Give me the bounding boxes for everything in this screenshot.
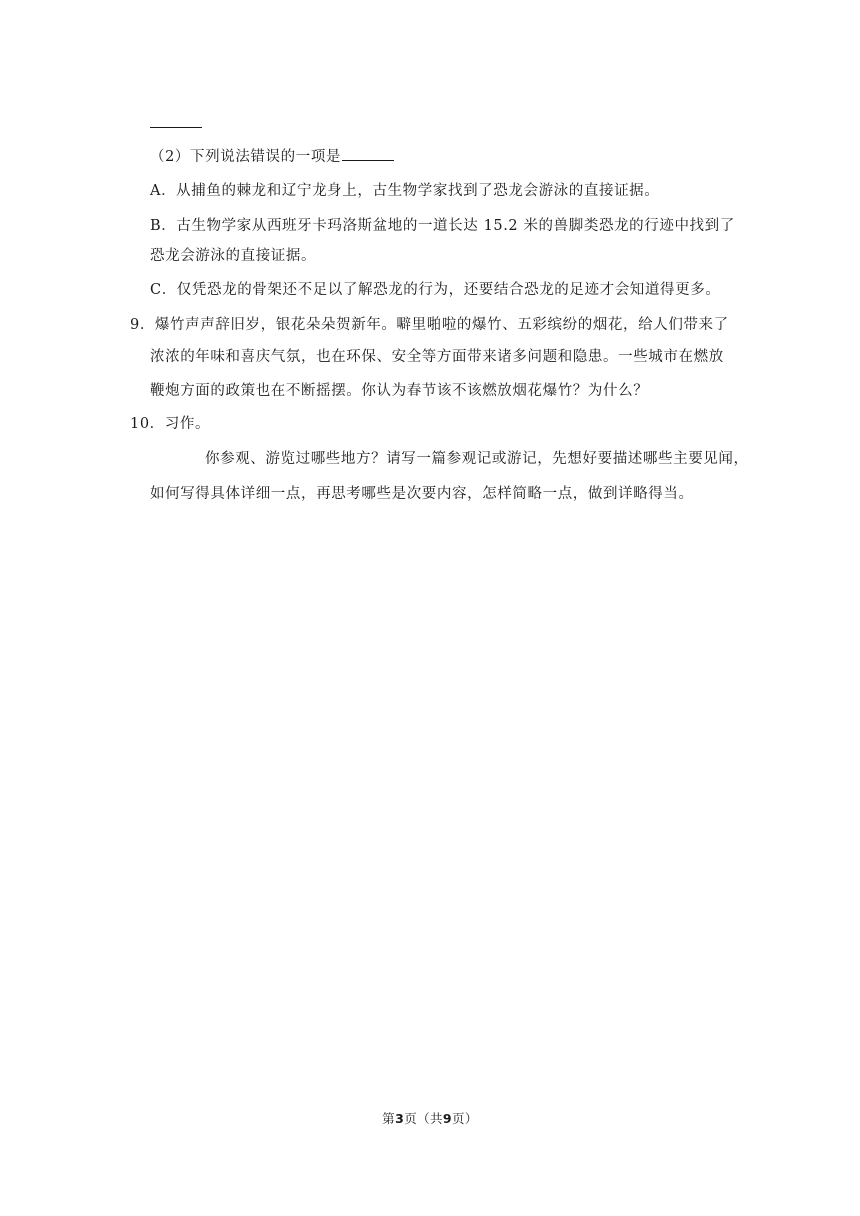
- answer-blank[interactable]: [342, 146, 394, 161]
- question-9-line-2: 浓浓的年味和喜庆气氛，也在环保、安全等方面带来诸多问题和隐患。一些城市在燃放: [150, 349, 724, 365]
- question-10-line-1: 你参观、游览过哪些地方？请写一篇参观记或游记，先想好要描述哪些主要见闻，: [205, 451, 749, 467]
- page-footer: 第3页（共9页）: [382, 1111, 478, 1126]
- option-c: C．仅凭恐龙的骨架还不足以了解恐龙的行为，还要结合恐龙的足迹才会知道得更多。: [150, 282, 721, 298]
- question-10-title: 10．习作。: [130, 416, 211, 432]
- question-10-line-2: 如何写得具体详细一点，再思考哪些是次要内容，怎样简略一点，做到详略得当。: [150, 486, 694, 502]
- question-9-line-1: 9．爆竹声声辞旧岁，银花朵朵贺新年。噼里啪啦的爆竹、五彩缤纷的烟花，给人们带来了: [130, 317, 729, 333]
- option-a: A．从捕鱼的棘龙和辽宁龙身上，古生物学家找到了恐龙会游泳的直接证据。: [150, 183, 660, 199]
- question-8-part-2-prompt: （2）下列说法错误的一项是: [150, 146, 394, 167]
- total-page-count: 9: [442, 1111, 452, 1126]
- answer-blank-line: [150, 127, 202, 128]
- question-9-line-3: 鞭炮方面的政策也在不断摇摆。你认为春节该不该燃放烟花爆竹？为什么？: [150, 383, 649, 399]
- option-b-line-2: 恐龙会游泳的直接证据。: [150, 248, 317, 264]
- current-page-number: 3: [395, 1111, 405, 1126]
- option-b-line-1: B．古生物学家从西班牙卡玛洛斯盆地的一道长达 15.2 米的兽脚类恐龙的行迹中找到了: [150, 218, 735, 234]
